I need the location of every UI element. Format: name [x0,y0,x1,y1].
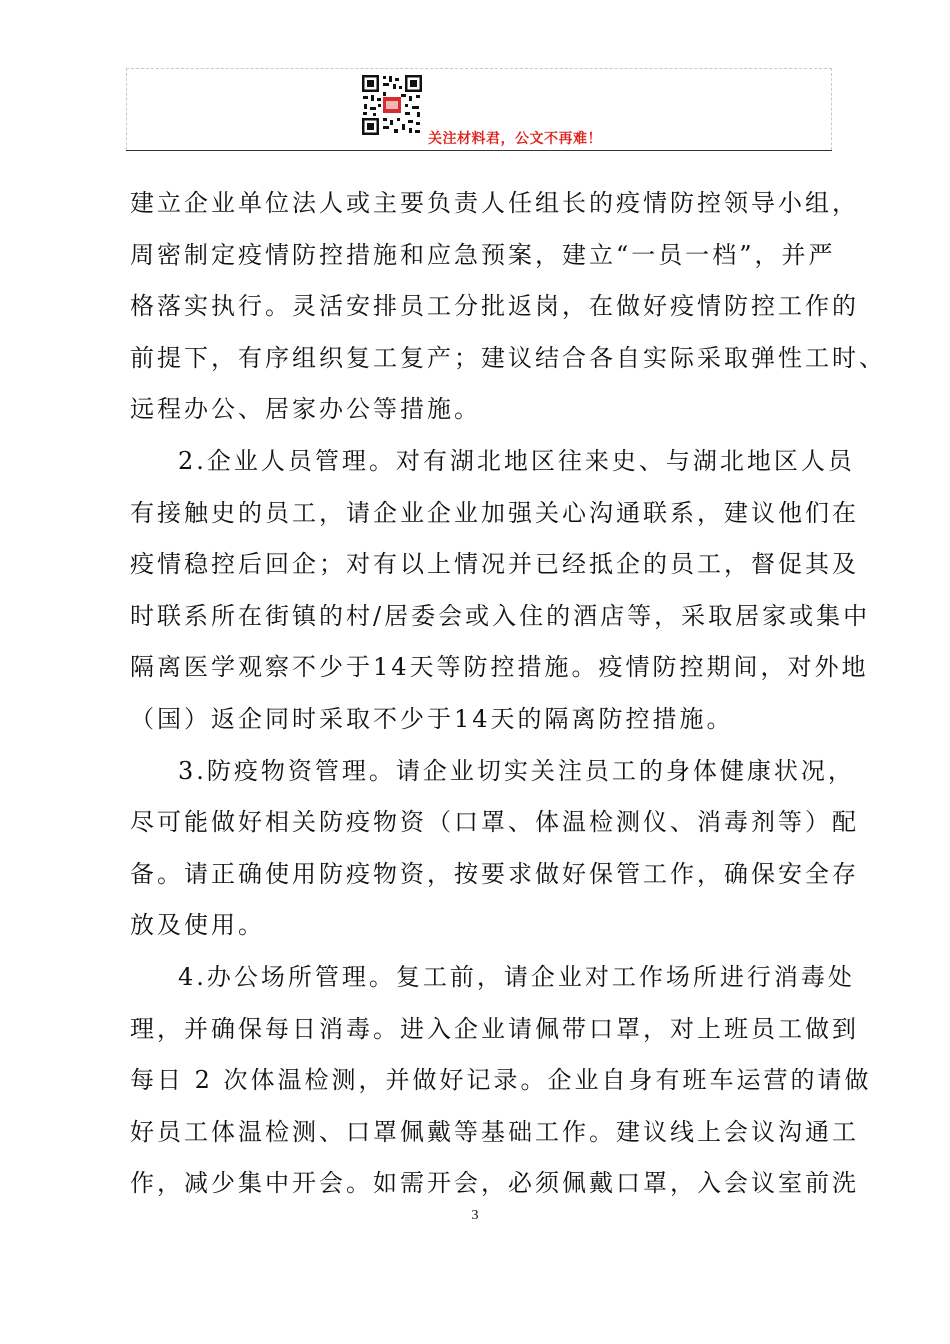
paragraph-heading-line: 4.办公场所管理。复工前，请企业对工作场所进行消毒处 [178,962,855,991]
paragraph-heading-line: 2.企业人员管理。对有湖北地区往来史、与湖北地区人员 [178,446,855,475]
text-line: 尽可能做好相关防疫物资（口罩、体温检测仪、消毒剂等）配 [130,808,859,837]
text-line: 建立企业单位法人或主要负责人任组长的疫情防控领导小组， [130,189,859,217]
text-line: 理，并确保每日消毒。进入企业请佩带口罩，对上班员工做到 [130,1014,859,1043]
document-body [130,178,886,1210]
paragraph-heading-line: 3.防疫物资管理。请企业切实关注员工的身体健康状况， [178,756,855,785]
text-line: 作，减少集中开会。如需开会，必须佩戴口罩，入会议室前洗 [130,1169,859,1198]
text-line: 格落实执行。灵活安排员工分批返岗，在做好疫情防控工作的 [130,292,859,321]
text-line: 好员工体温检测、口罩佩戴等基础工作。建议线上会议沟通工 [130,1117,859,1146]
text-line: 放及使用。 [130,911,265,940]
text-line: 时联系所在街镇的村/居委会或入住的酒店等，采取居家或集中 [130,601,871,630]
qr-code-icon [361,74,423,136]
text-line: （国）返企同时采取不少于14天的隔离防控措施。 [130,704,734,733]
text-line: 疫情稳控后回企；对有以上情况并已经抵企的员工，督促其及 [130,550,859,579]
text-line: 周密制定疫情防控措施和应急预案，建立“一员一档”，并严 [130,240,836,269]
text-line: 远程办公、居家办公等措施。 [130,395,481,424]
header-divider [126,150,832,151]
text-line: 前提下，有序组织复工复产；建议结合各自实际采取弹性工时、 [130,343,886,372]
text-line: 每日 2 次体温检测，并做好记录。企业自身有班车运营的请做 [130,1066,872,1095]
text-line: 备。请正确使用防疫物资，按要求做好保管工作，确保安全存 [130,859,859,888]
text-line: 隔离医学观察不少于14天等防控措施。疫情防控期间，对外地 [130,653,869,682]
header-slogan: 关注材料君，公文不再难！ [428,131,602,147]
page-number: 3 [471,1208,479,1223]
text-line: 有接触史的员工，请企业企业加强关心沟通联系，建议他们在 [130,498,859,527]
